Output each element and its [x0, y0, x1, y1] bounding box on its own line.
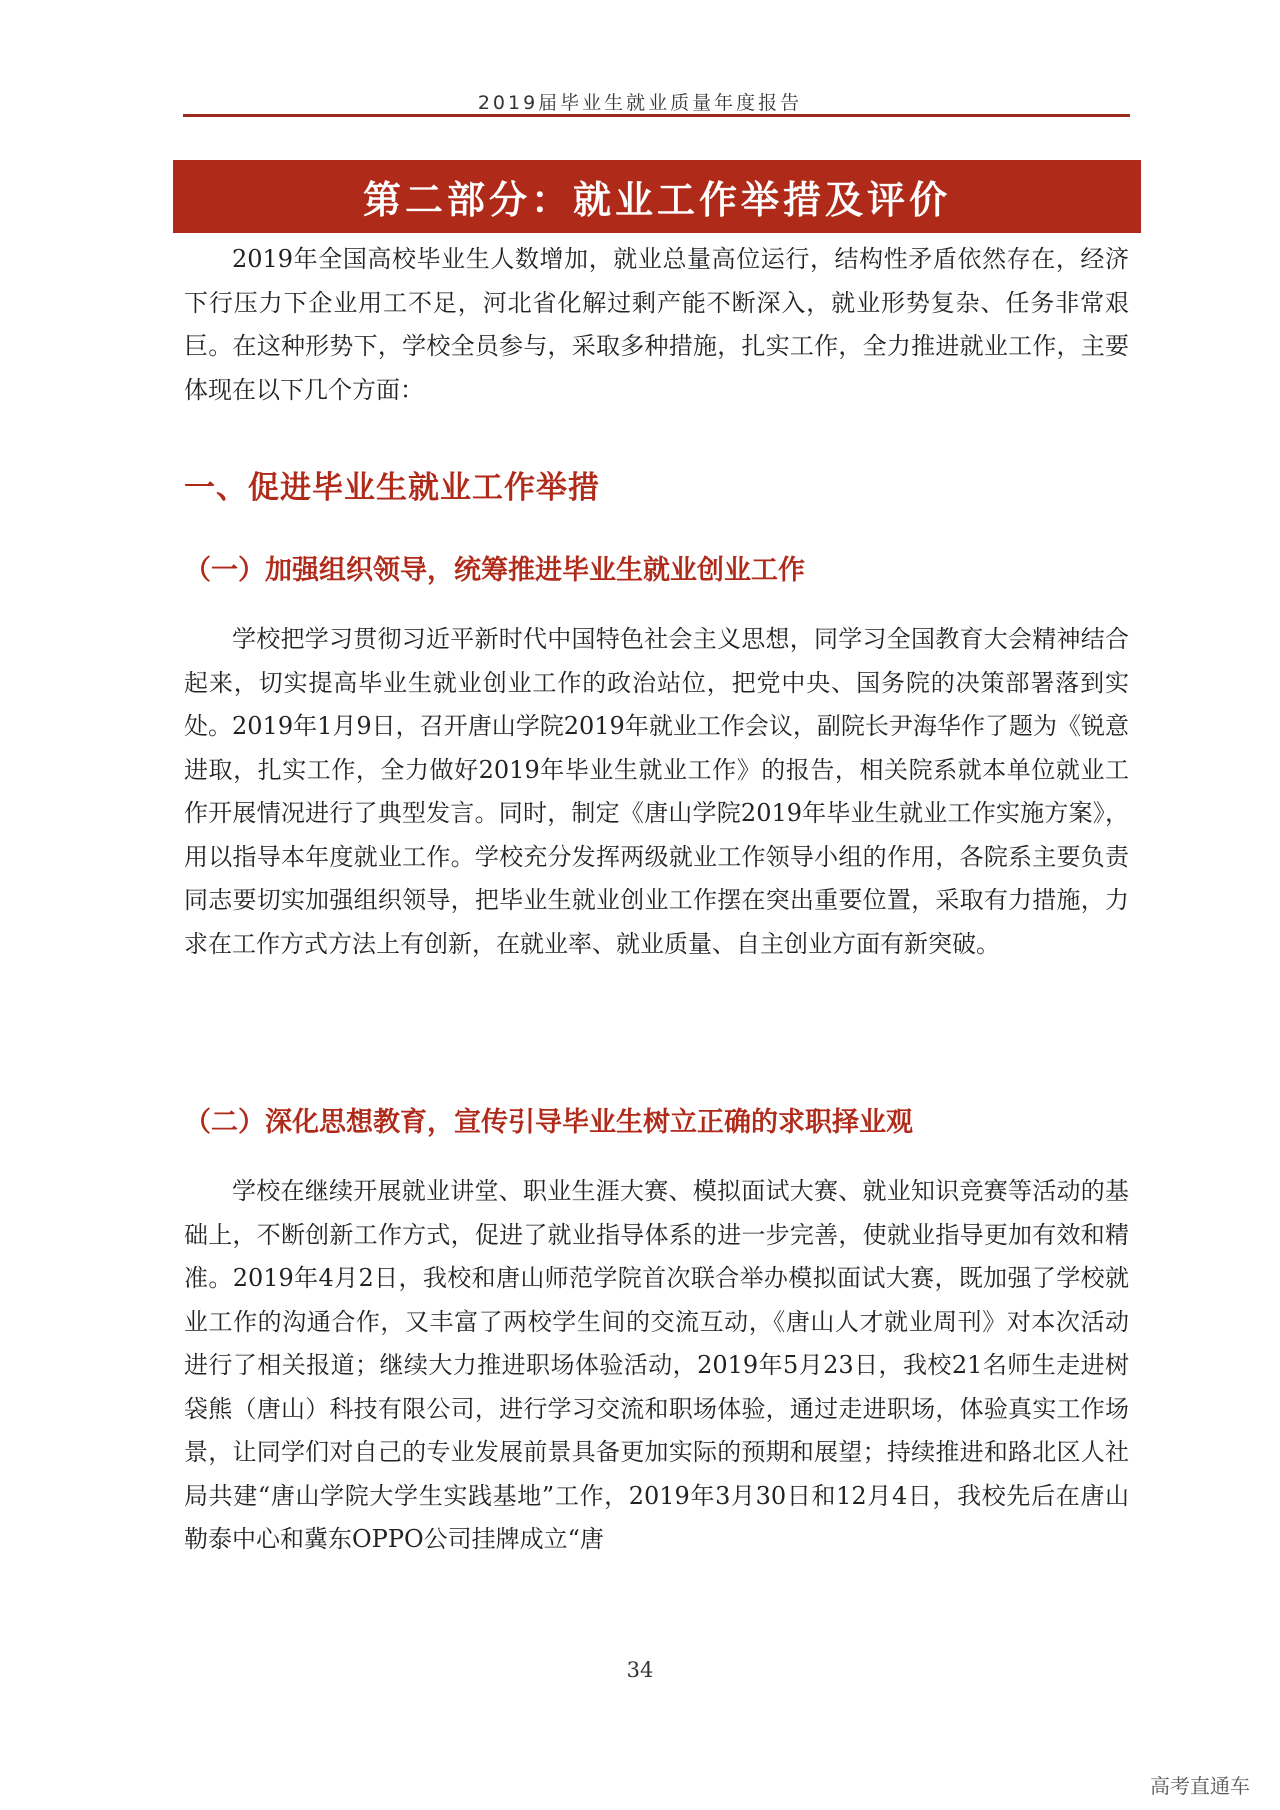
sub2-paragraph: 学校在继续开展就业讲堂、职业生涯大赛、模拟面试大赛、就业知识竞赛等活动的基础上，不断创新工作方式，促进了就业指导体系的进一步完善，使就业指导更加有效和精准。2019年4月2日，我校和唐山师范学院首次联合举办模拟面试大赛，既加强了学校就业工作的沟通合作，又丰富了两校学生间的交流互动，《唐山人才就业周刊》对本次活动进行了相关报道；继续大力推进职场体验活动，2019年5月23日，我校21名师生走进树袋熊（唐山）科技有限公司，进行学习交流和职场体验，通过走进职场，体验真实工作场景，让同学们对自己的专业发展前景具备更加实际的预期和展望；持续推进和路北区人社局共建“唐山学院大学生实践基地”工作，2019年3月30日和12月4日，我校先后在唐山勒泰中心和冀东OPPO公司挂牌成立“唐	[184, 1177, 1129, 1553]
section-title: 第二部分：就业工作举措及评价	[362, 178, 951, 222]
subheading-1: （一）加强组织领导，统筹推进毕业生就业创业工作	[184, 555, 805, 586]
watermark: 高考直通车	[1150, 1774, 1250, 1798]
header-rule	[183, 114, 1130, 117]
subheading-2: （二）深化思想教育，宣传引导毕业生树立正确的求职择业观	[184, 1107, 913, 1138]
section-title-band	[173, 160, 1141, 233]
running-header: 2019届毕业生就业质量年度报告	[477, 92, 803, 114]
sub1-paragraph: 学校把学习贯彻习近平新时代中国特色社会主义思想，同学习全国教育大会精神结合起来，切实提高毕业生就业创业工作的政治站位，把党中央、国务院的决策部署落到实处。2019年1月9日，召开唐山学院2019年就业工作会议，副院长尹海华作了题为《锐意进取，扎实工作，全力做好2019年毕业生就业工作》的报告，相关院系就本单位就业工作开展情况进行了典型发言。同时，制定《唐山学院2019年毕业生就业工作实施方案》，用以指导本年度就业工作。学校充分发挥两级就业工作领导小组的作用，各院系主要负责同志要切实加强组织领导，把毕业生就业创业工作摆在突出重要位置，采取有力措施，力求在工作方式方法上有创新，在就业率、就业质量、自主创业方面有新突破。	[184, 625, 1129, 958]
heading-1: 一、促进毕业生就业工作举措	[184, 470, 600, 506]
intro-paragraph: 2019年全国高校毕业生人数增加，就业总量高位运行，结构性矛盾依然存在，经济下行压力下企业用工不足，河北省化解过剩产能不断深入，就业形势复杂、任务非常艰巨。在这种形势下，学校全员参与，采取多种措施，扎实工作，全力推进就业工作，主要体现在以下几个方面：	[184, 245, 1129, 404]
page-number: 34	[626, 1658, 654, 1682]
